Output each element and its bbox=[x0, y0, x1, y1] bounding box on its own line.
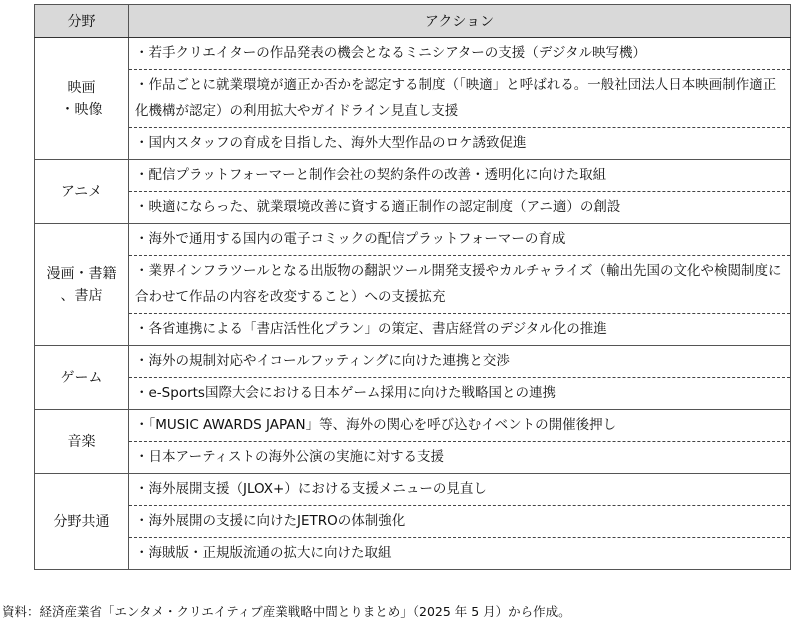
header-field: 分野 bbox=[35, 5, 129, 38]
field-cell bbox=[35, 224, 129, 346]
action-item: ・e-Sports国際大会における日本ゲーム採用に向けた戦略国との連携 bbox=[135, 385, 556, 401]
header-action: アクション bbox=[129, 5, 791, 38]
table-row bbox=[35, 224, 791, 346]
actions-cell bbox=[129, 38, 791, 160]
field-cell bbox=[35, 38, 129, 160]
action-item: ・若手クリエイターの作品発表の機会となるミニシアターの支援（デジタル映写機） bbox=[129, 38, 790, 70]
field-cell bbox=[35, 410, 129, 474]
actions-cell bbox=[129, 224, 791, 346]
field-label: 、書店 bbox=[60, 287, 103, 304]
field-label: 分野共通 bbox=[53, 513, 110, 530]
actions-cell bbox=[129, 410, 791, 474]
action-item: ・作品ごとに就業環境が適正か否かを認定する制度（「映適」と呼ばれる。一般社団法人日本映画制作適正化機構が認定）の利用拡大やガイドライン見直し支援 bbox=[129, 70, 790, 128]
action-item: ・海外で通用する国内の電子コミックの配信プラットフォーマーの育成 bbox=[129, 224, 790, 256]
field-label: 漫画・書籍 bbox=[46, 265, 117, 282]
field-cell bbox=[35, 346, 129, 410]
action-item: ・日本アーティストの海外公演の実施に対する支援 bbox=[135, 449, 445, 465]
field-label: アニメ bbox=[60, 183, 103, 200]
actions-cell bbox=[129, 160, 791, 224]
action-item: ・海外の規制対応やイコールフッティングに向けた連携と交渉 bbox=[129, 346, 790, 378]
action-item: ・「MUSIC AWARDS JAPAN」等、海外の関心を呼び込むイベントの開催後押し bbox=[129, 410, 790, 442]
action-table bbox=[34, 4, 791, 570]
action-item: ・各省連携による「書店活性化プラン」の策定、書店経営のデジタル化の推進 bbox=[135, 321, 607, 337]
field-cell bbox=[35, 160, 129, 224]
action-item: ・映適にならった、就業環境改善に資する適正制作の認定制度（アニ適）の創設 bbox=[135, 199, 621, 215]
field-label: 音楽 bbox=[67, 433, 96, 450]
action-item: ・海外展開の支援に向けたJETROの体制強化 bbox=[129, 506, 790, 538]
action-item: ・業界インフラツールとなる出版物の翻訳ツール開発支援やカルチャライズ（輸出先国の文化や検閲制度に合わせて作品の内容を改変すること）への支援拡充 bbox=[129, 256, 790, 314]
field-label: ゲーム bbox=[60, 369, 103, 386]
actions-cell bbox=[129, 346, 791, 410]
action-item: ・配信プラットフォーマーと制作会社の契約条件の改善・透明化に向けた取組 bbox=[129, 160, 790, 192]
action-item: ・海賊版・正規版流通の拡大に向けた取組 bbox=[135, 545, 392, 561]
table-row bbox=[35, 38, 791, 160]
table-row bbox=[35, 410, 791, 474]
table-body bbox=[35, 38, 791, 570]
field-label: ・映像 bbox=[60, 101, 103, 118]
source-note: 資料：経済産業省「エンタメ・クリエイティブ産業戦略中間とりまとめ」（2025 年 5 月）から作成。 bbox=[2, 604, 571, 619]
actions-cell bbox=[129, 474, 791, 570]
field-cell bbox=[35, 474, 129, 570]
table-row bbox=[35, 474, 791, 570]
action-item: ・国内スタッフの育成を目指した、海外大型作品のロケ誘致促進 bbox=[135, 135, 527, 151]
field-label: 映画 bbox=[67, 79, 96, 96]
action-item: ・海外展開支援（JLOX+）における支援メニューの見直し bbox=[129, 474, 790, 506]
table-row bbox=[35, 346, 791, 410]
table-row bbox=[35, 160, 791, 224]
header-row bbox=[35, 5, 791, 38]
